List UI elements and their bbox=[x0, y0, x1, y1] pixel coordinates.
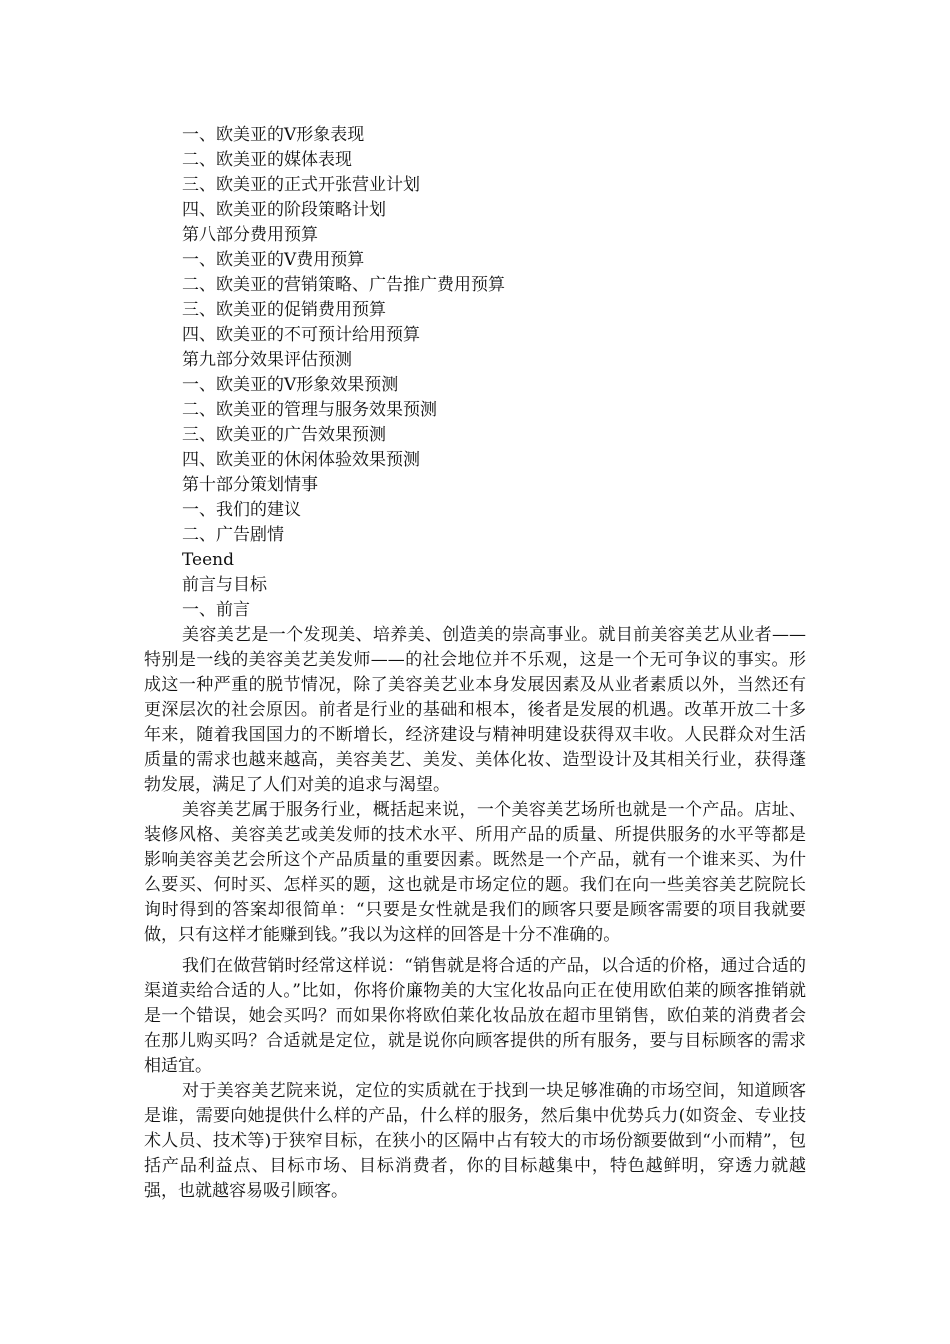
toc-line: Teend bbox=[182, 550, 234, 570]
document-body bbox=[144, 123, 806, 1204]
toc-line: 二、欧美亚的媒体表现 bbox=[182, 150, 352, 170]
section-heading: 前言与目标 bbox=[182, 575, 267, 595]
body-paragraph: 我们在做营销时经常这样说：“销售就是将合适的产品，以合适的价格，通过合适的渠道卖给合适的人。”比如，你将价廉物美的大宝化妆品向正在使用欧伯莱的顾客推销就是一个错误，她会买吗？而如果你将欧伯莱化妆品放在超市里销售，欧伯莱的消费者会在那儿购买吗？合适就是定位，就是说你向顾客提供的所有服务，要与目标顾客的需求相适宜。 bbox=[144, 956, 806, 1076]
body-paragraph: 美容美艺属于服务行业，概括起来说，一个美容美艺场所也就是一个产品。店址、装修风格、美容美艺或美发师的技术水平、所用产品的质量、所提供服务的水平等都是影响美容美艺会所这个产品质量的重要因素。既然是一个产品，就有一个谁来买、为什么要买、何时买、怎样买的题，这也就是市场定位的题。我们在向一些美容美艺院院长询时得到的答案却很简单：“只要是女性就是我们的顾客只要是顾客需要的项目我就要做，只有这样才能赚到钱。”我以为这样的回答是十分不准确的。 bbox=[144, 800, 806, 945]
toc-line: 四、欧美亚的阶段策略计划 bbox=[182, 200, 386, 220]
body-paragraph: 对于美容美艺院来说，定位的实质就在于找到一块足够准确的市场空间，知道顾客是谁，需要向她提供什么样的产品，什么样的服务，然后集中优势兵力(如资金、专业技术人员、技术等)于狭窄目标，在狭小的区隔中占有较大的市场份额要做到“小而精”，包括产品利益点、目标市场、目标消费者，你的目标越集中，特色越鲜明，穿透力就越强，也就越容易吸引顾客。 bbox=[144, 1081, 806, 1201]
toc-line: 一、欧美亚的V形象表现 bbox=[182, 125, 365, 145]
toc-line: 一、我们的建议 bbox=[182, 500, 301, 520]
toc-line: 一、欧美亚的V费用预算 bbox=[182, 250, 365, 270]
toc-line: 一、欧美亚的V形象效果预测 bbox=[182, 375, 399, 395]
toc-line: 三、欧美亚的促销费用预算 bbox=[182, 300, 386, 320]
body-paragraph: 美容美艺是一个发现美、培养美、创造美的崇高事业。就目前美容美艺从业者——特别是一线的美容美艺美发师——的社会地位并不乐观，这是一个无可争议的事实。形成这一种严重的脱节情况，除了美容美艺业本身发展因素及从业者素质以外，当然还有更深层次的社会原因。前者是行业的基础和根本，後者是发展的机遇。改革开放二十多年来，随着我国国力的不断增长，经济建设与精神明建设获得双丰收。人民群众对生活质量的需求也越来越高，美容美艺、美发、美体化妆、造型设计及其相关行业，获得蓬勃发展，满足了人们对美的追求与渴望。 bbox=[144, 625, 806, 795]
toc-line: 二、欧美亚的营销策略、广告推广费用预算 bbox=[182, 275, 505, 295]
section-heading: 第十部分策划情事 bbox=[182, 475, 318, 495]
section-heading: 第八部分费用预算 bbox=[182, 225, 318, 245]
subsection-heading: 一、前言 bbox=[182, 600, 250, 620]
toc-line: 四、欧美亚的不可预计给用预算 bbox=[182, 325, 420, 345]
section-heading: 第九部分效果评估预测 bbox=[182, 350, 352, 370]
toc-line: 三、欧美亚的广告效果预测 bbox=[182, 425, 386, 445]
toc-line: 二、欧美亚的管理与服务效果预测 bbox=[182, 400, 437, 420]
toc-line: 二、广告剧情 bbox=[182, 525, 284, 545]
toc-line: 三、欧美亚的正式开张营业计划 bbox=[182, 175, 420, 195]
toc-line: 四、欧美亚的休闲体验效果预测 bbox=[182, 450, 420, 470]
